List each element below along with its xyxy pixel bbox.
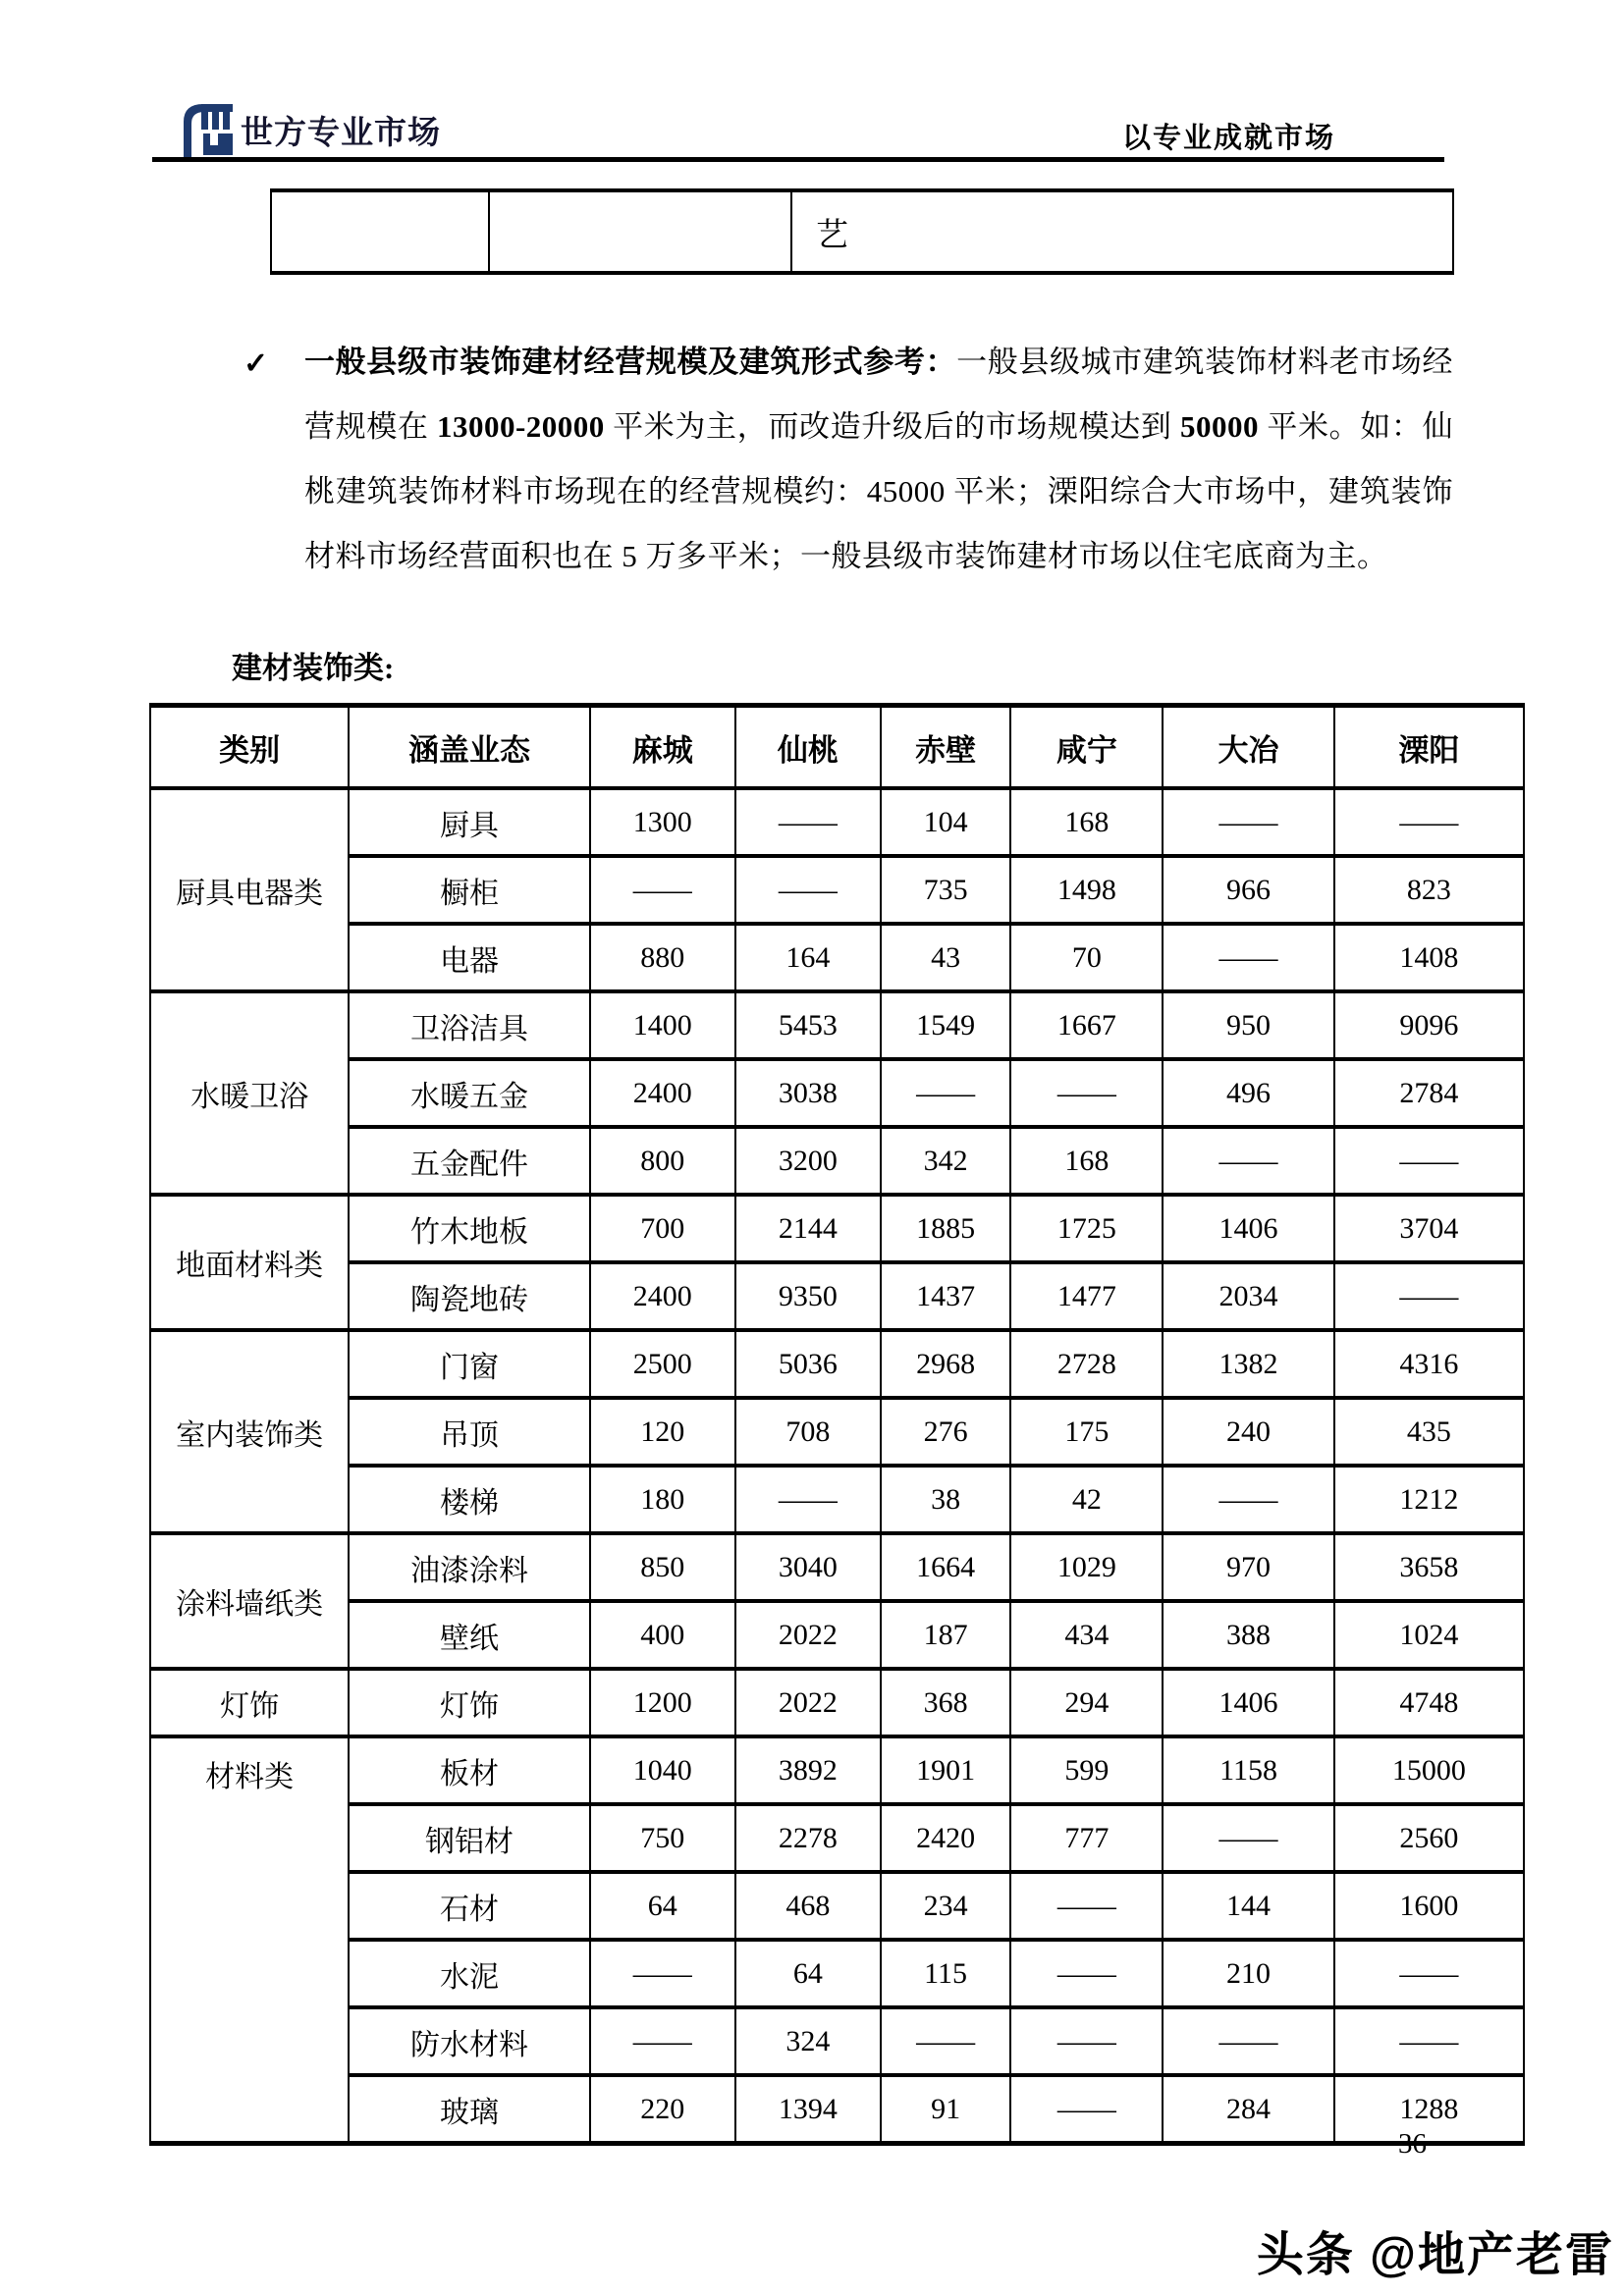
table-row [150, 1127, 1524, 1195]
value-cell: 435 [1334, 1398, 1524, 1466]
category-cell-5: 灯饰 [150, 1669, 349, 1736]
value-cell: —— [1010, 1059, 1163, 1127]
table-row [150, 1195, 1524, 1262]
value-cell: 599 [1010, 1736, 1163, 1804]
value-cell: 735 [881, 856, 1010, 924]
page-number: 36 [1398, 2128, 1427, 2160]
value-cell: 1667 [1010, 991, 1163, 1059]
column-header-3: 仙桃 [735, 706, 881, 789]
value-cell: 2278 [735, 1804, 881, 1872]
top-table-cell-3: 艺 [791, 190, 1453, 273]
business-type-cell: 吊顶 [349, 1398, 589, 1466]
value-cell: —— [590, 1940, 735, 2007]
value-cell: 468 [735, 1872, 881, 1940]
business-type-cell: 陶瓷地砖 [349, 1262, 589, 1330]
value-cell: 240 [1163, 1398, 1333, 1466]
value-cell: —— [1010, 2075, 1163, 2144]
value-cell: —— [1163, 1127, 1333, 1195]
table-row [150, 1330, 1524, 1398]
value-cell: 3704 [1334, 1195, 1524, 1262]
paragraph-text [304, 330, 1453, 589]
value-cell: 294 [1010, 1669, 1163, 1736]
paragraph-segment-1: 一般县级城市建筑装饰材料老市场经营规模在 [304, 345, 1453, 444]
value-cell: 276 [881, 1398, 1010, 1466]
value-cell: 2784 [1334, 1059, 1524, 1127]
business-type-cell: 石材 [349, 1872, 589, 1940]
value-cell: 880 [590, 924, 735, 991]
table-row [150, 788, 1524, 856]
value-cell: 966 [1163, 856, 1333, 924]
value-cell: 2728 [1010, 1330, 1163, 1398]
category-cell-4: 涂料墙纸类 [150, 1533, 349, 1669]
value-cell: 38 [881, 1466, 1010, 1533]
table-row [150, 1533, 1524, 1601]
value-cell: 91 [881, 2075, 1010, 2144]
value-cell: —— [1163, 1804, 1333, 1872]
column-header-2: 麻城 [590, 706, 735, 789]
value-cell: 777 [1010, 1804, 1163, 1872]
value-cell: 700 [590, 1195, 735, 1262]
value-cell: —— [1163, 2007, 1333, 2075]
paragraph-segment-5: 平米。如：仙桃建筑装饰材料市场现在的经营规模约：45000 平米；溧阳综合大市场中，建筑装饰材料市场经营面积也在 5 万多平米；一般县级市装饰建材市场以住宅底商为主。 [304, 409, 1454, 573]
table-row [150, 856, 1524, 924]
business-type-cell: 壁纸 [349, 1601, 589, 1669]
value-cell: 1725 [1010, 1195, 1163, 1262]
paragraph-segment-3: 平米为主，而改造升级后的市场规模达到 [604, 409, 1180, 444]
business-type-cell: 门窗 [349, 1330, 589, 1398]
value-cell: —— [1163, 924, 1333, 991]
table-row [150, 1736, 1524, 1804]
value-cell: —— [1163, 788, 1333, 856]
value-cell: 496 [1163, 1059, 1333, 1127]
value-cell: 4316 [1334, 1330, 1524, 1398]
value-cell: 3892 [735, 1736, 881, 1804]
value-cell: 1382 [1163, 1330, 1333, 1398]
business-type-cell: 卫浴洁具 [349, 991, 589, 1059]
value-cell: 43 [881, 924, 1010, 991]
company-logo-icon [180, 98, 235, 162]
category-cell-2: 地面材料类 [150, 1195, 349, 1330]
value-cell: 2560 [1334, 1804, 1524, 1872]
value-cell: 324 [735, 2007, 881, 2075]
column-header-5: 咸宁 [1010, 706, 1163, 789]
value-cell: 1300 [590, 788, 735, 856]
value-cell: 2400 [590, 1059, 735, 1127]
value-cell: 2968 [881, 1330, 1010, 1398]
table-row [150, 2007, 1524, 2075]
value-cell: 850 [590, 1533, 735, 1601]
category-cell-1: 水暖卫浴 [150, 991, 349, 1195]
value-cell: 70 [1010, 924, 1163, 991]
value-cell: 9096 [1334, 991, 1524, 1059]
table-row [150, 1059, 1524, 1127]
table-row [150, 2075, 1524, 2144]
business-type-cell: 水泥 [349, 1940, 589, 2007]
column-header-1: 涵盖业态 [349, 706, 589, 789]
value-cell: —— [881, 1059, 1010, 1127]
top-table-cell-1 [271, 190, 489, 273]
value-cell: 1029 [1010, 1533, 1163, 1601]
value-cell: —— [735, 788, 881, 856]
column-header-4: 赤壁 [881, 706, 1010, 789]
value-cell: 1498 [1010, 856, 1163, 924]
value-cell: 2144 [735, 1195, 881, 1262]
value-cell: —— [735, 856, 881, 924]
paragraph-segment-2: 13000-20000 [436, 409, 605, 444]
value-cell: —— [1334, 1262, 1524, 1330]
value-cell: 1549 [881, 991, 1010, 1059]
value-cell: 1400 [590, 991, 735, 1059]
table-row [150, 1940, 1524, 2007]
value-cell: 2022 [735, 1601, 881, 1669]
value-cell: 1437 [881, 1262, 1010, 1330]
business-type-cell: 防水材料 [349, 2007, 589, 2075]
value-cell: 1288 [1334, 2075, 1524, 2144]
value-cell: 2034 [1163, 1262, 1333, 1330]
value-cell: 950 [1163, 991, 1333, 1059]
business-type-cell: 竹木地板 [349, 1195, 589, 1262]
value-cell: 1406 [1163, 1669, 1333, 1736]
value-cell: —— [735, 1466, 881, 1533]
value-cell: 823 [1334, 856, 1524, 924]
business-type-cell: 板材 [349, 1736, 589, 1804]
table-header-row [150, 706, 1524, 789]
value-cell: 2022 [735, 1669, 881, 1736]
value-cell: 1040 [590, 1736, 735, 1804]
paragraph-segment-4: 50000 [1179, 409, 1259, 444]
business-type-cell: 厨具 [349, 788, 589, 856]
value-cell: 3040 [735, 1533, 881, 1601]
value-cell: —— [590, 2007, 735, 2075]
value-cell: 2500 [590, 1330, 735, 1398]
value-cell: 800 [590, 1127, 735, 1195]
value-cell: —— [1163, 1466, 1333, 1533]
category-cell-0: 厨具电器类 [150, 788, 349, 991]
value-cell: 1200 [590, 1669, 735, 1736]
value-cell: —— [590, 856, 735, 924]
value-cell: 4748 [1334, 1669, 1524, 1736]
business-type-cell: 玻璃 [349, 2075, 589, 2144]
business-type-cell: 电器 [349, 924, 589, 991]
table-row [150, 991, 1524, 1059]
value-cell: 180 [590, 1466, 735, 1533]
checkmark-icon: ✓ [244, 347, 269, 380]
business-type-cell: 钢铝材 [349, 1804, 589, 1872]
value-cell: 1885 [881, 1195, 1010, 1262]
value-cell: 388 [1163, 1601, 1333, 1669]
header-tagline: 以专业成就市场 [1121, 123, 1335, 154]
business-type-cell: 五金配件 [349, 1127, 589, 1195]
value-cell: 220 [590, 2075, 735, 2144]
value-cell: 5453 [735, 991, 881, 1059]
value-cell: 1024 [1334, 1601, 1524, 1669]
value-cell: —— [881, 2007, 1010, 2075]
table-row [150, 1669, 1524, 1736]
table-row [150, 924, 1524, 991]
value-cell: 3038 [735, 1059, 881, 1127]
value-cell: 368 [881, 1669, 1010, 1736]
value-cell: —— [1334, 1127, 1524, 1195]
column-header-7: 溧阳 [1334, 706, 1524, 789]
category-cell-6: 材料类 [150, 1736, 349, 2144]
business-type-cell: 楼梯 [349, 1466, 589, 1533]
value-cell: —— [1334, 2007, 1524, 2075]
section-heading: 建材装饰类: [232, 651, 395, 685]
value-cell: —— [1010, 1940, 1163, 2007]
table-row [150, 1601, 1524, 1669]
value-cell: 234 [881, 1872, 1010, 1940]
value-cell: 64 [735, 1940, 881, 2007]
value-cell: 342 [881, 1127, 1010, 1195]
value-cell: 168 [1010, 1127, 1163, 1195]
value-cell: 104 [881, 788, 1010, 856]
top-partial-table [270, 188, 1454, 275]
value-cell: 64 [590, 1872, 735, 1940]
top-table-row [271, 190, 1453, 273]
value-cell: 1158 [1163, 1736, 1333, 1804]
value-cell: 175 [1010, 1398, 1163, 1466]
value-cell: 750 [590, 1804, 735, 1872]
value-cell: 1901 [881, 1736, 1010, 1804]
logo-text: 世方专业市场 [241, 113, 441, 150]
value-cell: 284 [1163, 2075, 1333, 2144]
value-cell: 120 [590, 1398, 735, 1466]
value-cell: 1408 [1334, 924, 1524, 991]
watermark-text: 头条 @地产老雷 [1256, 2229, 1614, 2281]
value-cell: 115 [881, 1940, 1010, 2007]
value-cell: 210 [1163, 1940, 1333, 2007]
value-cell: —— [1010, 1872, 1163, 1940]
value-cell: 970 [1163, 1533, 1333, 1601]
value-cell: 144 [1163, 1872, 1333, 1940]
value-cell: 2420 [881, 1804, 1010, 1872]
page-header [180, 98, 441, 161]
business-type-cell: 橱柜 [349, 856, 589, 924]
value-cell: 1477 [1010, 1262, 1163, 1330]
table-row [150, 1466, 1524, 1533]
business-type-cell: 水暖五金 [349, 1059, 589, 1127]
table-row [150, 1872, 1524, 1940]
value-cell: 42 [1010, 1466, 1163, 1533]
table-row [150, 1262, 1524, 1330]
building-materials-table [149, 703, 1525, 2146]
bullet-paragraph [244, 330, 1453, 589]
paragraph-segment-0: 一般县级市装饰建材经营规模及建筑形式参考： [304, 345, 957, 379]
value-cell: 400 [590, 1601, 735, 1669]
value-cell: 3200 [735, 1127, 881, 1195]
value-cell: —— [1334, 788, 1524, 856]
value-cell: 434 [1010, 1601, 1163, 1669]
value-cell: 15000 [1334, 1736, 1524, 1804]
business-type-cell: 油漆涂料 [349, 1533, 589, 1601]
value-cell: 168 [1010, 788, 1163, 856]
value-cell: 1394 [735, 2075, 881, 2144]
value-cell: 708 [735, 1398, 881, 1466]
header-rule-divider [152, 157, 1444, 162]
value-cell: 1600 [1334, 1872, 1524, 1940]
value-cell: 187 [881, 1601, 1010, 1669]
column-header-0: 类别 [150, 706, 349, 789]
table-row [150, 1804, 1524, 1872]
category-cell-3: 室内装饰类 [150, 1330, 349, 1533]
value-cell: 1664 [881, 1533, 1010, 1601]
value-cell: 5036 [735, 1330, 881, 1398]
value-cell: —— [1334, 1940, 1524, 2007]
value-cell: 1406 [1163, 1195, 1333, 1262]
value-cell: 3658 [1334, 1533, 1524, 1601]
table-row [150, 1398, 1524, 1466]
top-table-cell-2 [489, 190, 791, 273]
value-cell: —— [1010, 2007, 1163, 2075]
value-cell: 164 [735, 924, 881, 991]
business-type-cell: 灯饰 [349, 1669, 589, 1736]
value-cell: 9350 [735, 1262, 881, 1330]
column-header-6: 大冶 [1163, 706, 1333, 789]
value-cell: 2400 [590, 1262, 735, 1330]
value-cell: 1212 [1334, 1466, 1524, 1533]
